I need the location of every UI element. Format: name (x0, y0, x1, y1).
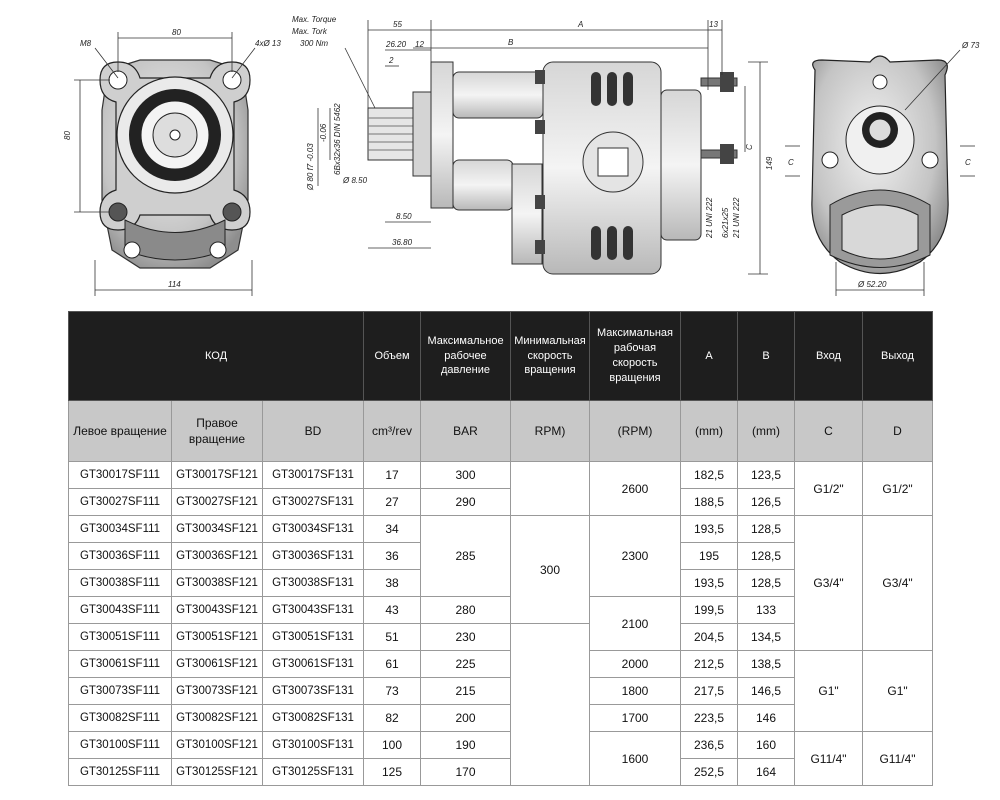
cell-dim-b: 134,5 (738, 624, 795, 651)
header-volume: Объем (364, 312, 421, 401)
cell-left-code: GT30038SF111 (69, 570, 172, 597)
side-dim-B: B (508, 38, 514, 47)
cell-max-speed: 1700 (590, 705, 681, 732)
cell-dim-a: 223,5 (681, 705, 738, 732)
cell-volume: 43 (364, 597, 421, 624)
cell-left-code: GT30017SF111 (69, 462, 172, 489)
cell-volume: 61 (364, 651, 421, 678)
cell-max-speed: 2000 (590, 651, 681, 678)
cell-volume: 82 (364, 705, 421, 732)
cell-left-code: GT30051SF111 (69, 624, 172, 651)
cell-volume: 17 (364, 462, 421, 489)
cell-left-code: GT30073SF111 (69, 678, 172, 705)
side-dim-12: 12 (415, 40, 424, 49)
cell-bd-code: GT30125SF131 (263, 759, 364, 786)
cell-volume: 38 (364, 570, 421, 597)
side-dim-2: 2 (389, 56, 394, 65)
header-inlet: Вход (795, 312, 863, 401)
cell-dim-a: 188,5 (681, 489, 738, 516)
side-torque-label-2: Max. Tork (292, 27, 327, 36)
side-uni-1: 21 UNI 222 (705, 197, 714, 238)
cell-inlet-port: G11/4" (795, 732, 863, 786)
front-bolt-label: M8 (80, 39, 92, 48)
cell-max-pressure: 300 (421, 462, 511, 489)
cell-dim-b: 146,5 (738, 678, 795, 705)
cell-dim-a: 252,5 (681, 759, 738, 786)
cell-left-code: GT30034SF111 (69, 516, 172, 543)
cell-dim-b: 146 (738, 705, 795, 732)
cell-max-pressure: 215 (421, 678, 511, 705)
cell-max-speed: 1800 (590, 678, 681, 705)
cell-bd-code: GT30051SF131 (263, 624, 364, 651)
subheader-min-speed-unit: RPM) (511, 401, 590, 462)
pump-spec-table (68, 311, 933, 786)
technical-drawings (0, 0, 1000, 300)
front-holes-label: 4xØ 13 (255, 39, 281, 48)
cell-right-code: GT30038SF121 (172, 570, 263, 597)
side-spline-1: Ø 80 f7 -0.03 (306, 143, 315, 190)
side-torque-label-1: Max. Torque (292, 15, 337, 24)
cell-outlet-port: G1" (863, 651, 933, 732)
front-dim-80-side: 80 (63, 131, 72, 140)
cell-volume: 125 (364, 759, 421, 786)
table-body (69, 462, 933, 786)
front-dim-80-top: 80 (172, 28, 181, 37)
cell-dim-a: 193,5 (681, 570, 738, 597)
cell-right-code: GT30082SF121 (172, 705, 263, 732)
cell-max-pressure: 190 (421, 732, 511, 759)
cell-dim-a: 193,5 (681, 516, 738, 543)
header-dim-b: B (738, 312, 795, 401)
subheader-b-unit: (mm) (738, 401, 795, 462)
side-dim-3680: 36.80 (392, 238, 413, 247)
side-dim-149: 149 (765, 156, 774, 170)
cell-dim-b: 128,5 (738, 543, 795, 570)
cell-max-pressure: 280 (421, 597, 511, 624)
rear-dia-73: Ø 73 (962, 41, 980, 50)
cell-right-code: GT30027SF121 (172, 489, 263, 516)
subheader-max-speed-unit: (RPM) (590, 401, 681, 462)
cell-max-speed: 1600 (590, 732, 681, 786)
cell-dim-b: 126,5 (738, 489, 795, 516)
cell-right-code: GT30073SF121 (172, 678, 263, 705)
cell-dim-b: 128,5 (738, 516, 795, 543)
cell-volume: 27 (364, 489, 421, 516)
table-row (69, 462, 933, 489)
cell-volume: 73 (364, 678, 421, 705)
cell-outlet-port: G11/4" (863, 732, 933, 786)
cell-bd-code: GT30034SF131 (263, 516, 364, 543)
side-dim-850: 8.50 (396, 212, 412, 221)
cell-bd-code: GT30061SF131 (263, 651, 364, 678)
front-dim-114: 114 (168, 280, 181, 289)
cell-left-code: GT30125SF111 (69, 759, 172, 786)
cell-right-code: GT30017SF121 (172, 462, 263, 489)
cell-bd-code: GT30036SF131 (263, 543, 364, 570)
side-spline-2: -0.06 (319, 123, 328, 142)
cell-right-code: GT30051SF121 (172, 624, 263, 651)
cell-left-code: GT30100SF111 (69, 732, 172, 759)
cell-left-code: GT30082SF111 (69, 705, 172, 732)
cell-dim-b: 123,5 (738, 462, 795, 489)
subheader-left-rotation: Левое вращение (69, 401, 172, 462)
cell-outlet-port: G3/4" (863, 516, 933, 651)
subheader-volume-unit: cm³/rev (364, 401, 421, 462)
cell-inlet-port: G1/2" (795, 462, 863, 516)
cell-bd-code: GT30073SF131 (263, 678, 364, 705)
side-torque-value: 300 Nm (300, 39, 329, 48)
side-dim-55: 55 (393, 20, 402, 29)
table-row (69, 516, 933, 543)
header-max-pressure: Максимальное рабочее давление (421, 312, 511, 401)
cell-inlet-port: G1" (795, 651, 863, 732)
header-dim-a: A (681, 312, 738, 401)
cell-dim-a: 236,5 (681, 732, 738, 759)
cell-right-code: GT30125SF121 (172, 759, 263, 786)
cell-min-speed (511, 624, 590, 786)
cell-min-speed: 300 (511, 516, 590, 624)
rear-dim-C-left: C (788, 158, 794, 167)
side-dim-13: 13 (709, 20, 718, 29)
cell-dim-b: 138,5 (738, 651, 795, 678)
cell-bd-code: GT30100SF131 (263, 732, 364, 759)
cell-min-speed (511, 462, 590, 516)
cell-bd-code: GT30027SF131 (263, 489, 364, 516)
cell-right-code: GT30036SF121 (172, 543, 263, 570)
subheader-a-unit: (mm) (681, 401, 738, 462)
cell-dim-a: 199,5 (681, 597, 738, 624)
cell-max-speed: 2600 (590, 462, 681, 516)
cell-dim-b: 160 (738, 732, 795, 759)
side-view-drawing (318, 20, 768, 274)
cell-dim-b: 164 (738, 759, 795, 786)
side-dim-850-top: Ø 8.50 (343, 176, 368, 185)
table-row (69, 651, 933, 678)
subheader-right-rotation: Правое вращение (172, 401, 263, 462)
cell-left-code: GT30027SF111 (69, 489, 172, 516)
cell-max-pressure: 200 (421, 705, 511, 732)
cell-max-pressure: 230 (421, 624, 511, 651)
cell-dim-b: 133 (738, 597, 795, 624)
cell-bd-code: GT30017SF131 (263, 462, 364, 489)
cell-outlet-port: G1/2" (863, 462, 933, 516)
cell-inlet-port: G3/4" (795, 516, 863, 651)
cell-volume: 36 (364, 543, 421, 570)
cell-max-pressure: 285 (421, 516, 511, 597)
cell-max-pressure: 170 (421, 759, 511, 786)
subheader-bd: BD (263, 401, 364, 462)
side-uni-3: 21 UNI 222 (732, 197, 741, 238)
rear-dim-C-right: C (965, 158, 971, 167)
cell-right-code: GT30034SF121 (172, 516, 263, 543)
header-min-speed: Минимальная скорость вращения (511, 312, 590, 401)
side-uni-2: 6x21x25 (721, 207, 730, 238)
cell-bd-code: GT30082SF131 (263, 705, 364, 732)
cell-left-code: GT30043SF111 (69, 597, 172, 624)
side-dim-2620: 26.20 (386, 40, 407, 49)
side-dim-A: A (578, 20, 584, 29)
cell-dim-b: 128,5 (738, 570, 795, 597)
front-view-drawing (74, 32, 255, 296)
subheader-pressure-unit: BAR (421, 401, 511, 462)
cell-volume: 51 (364, 624, 421, 651)
cell-max-pressure: 225 (421, 651, 511, 678)
header-outlet: Выход (863, 312, 933, 401)
cell-dim-a: 182,5 (681, 462, 738, 489)
subheader-d: D (863, 401, 933, 462)
table-row (69, 732, 933, 759)
cell-dim-a: 212,5 (681, 651, 738, 678)
subheader-c: C (795, 401, 863, 462)
cell-max-speed: 2100 (590, 597, 681, 651)
cell-left-code: GT30061SF111 (69, 651, 172, 678)
cell-max-speed: 2300 (590, 516, 681, 597)
side-spline-din: 6Bx32x36 DIN 5462 (333, 103, 342, 175)
cell-bd-code: GT30043SF131 (263, 597, 364, 624)
pump-spec-table-wrapper (68, 311, 932, 786)
cell-right-code: GT30043SF121 (172, 597, 263, 624)
header-max-speed: Максимальная рабочая скорость вращения (590, 312, 681, 401)
cell-max-pressure: 290 (421, 489, 511, 516)
cell-right-code: GT30100SF121 (172, 732, 263, 759)
cell-bd-code: GT30038SF131 (263, 570, 364, 597)
rear-view-drawing (785, 50, 975, 296)
header-code: КОД (69, 312, 364, 401)
cell-right-code: GT30061SF121 (172, 651, 263, 678)
cell-dim-a: 204,5 (681, 624, 738, 651)
cell-volume: 100 (364, 732, 421, 759)
cell-volume: 34 (364, 516, 421, 543)
cell-left-code: GT30036SF111 (69, 543, 172, 570)
side-dim-C: C (745, 144, 754, 150)
cell-dim-a: 195 (681, 543, 738, 570)
cell-dim-a: 217,5 (681, 678, 738, 705)
rear-dia-5220: Ø 52.20 (858, 280, 887, 289)
